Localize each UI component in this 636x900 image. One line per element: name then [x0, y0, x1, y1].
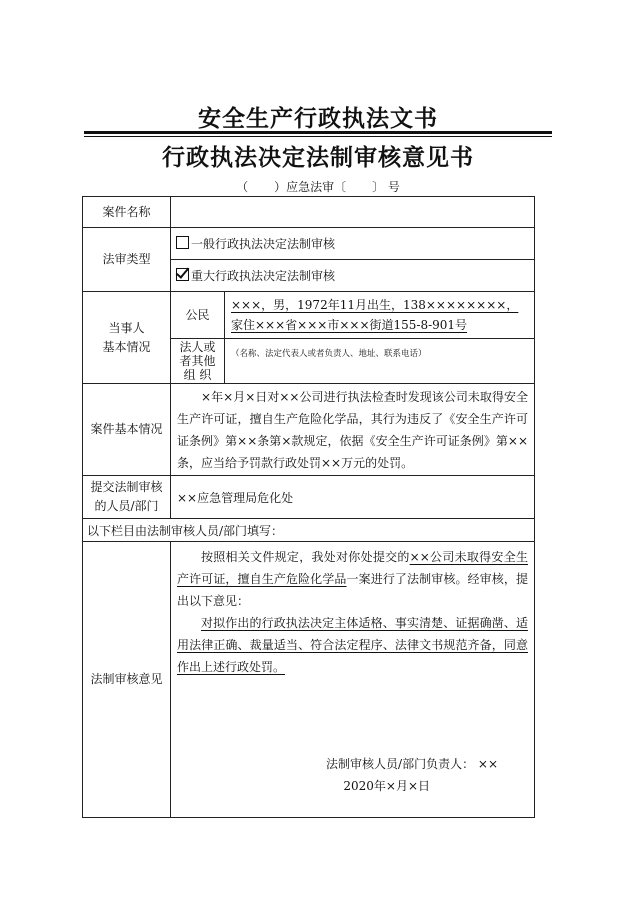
- citizen-line2: 家住×××省×××市×××街道155-8-901号: [231, 318, 468, 332]
- review-option-major[interactable]: [171, 260, 535, 292]
- title-rule-thick: [84, 131, 552, 134]
- submitter-label-line2: 的人员/部门: [94, 499, 159, 513]
- citizen-label: 公民: [171, 292, 225, 339]
- legal-label-line3: 组 织: [183, 368, 212, 382]
- opinion-paragraph-2: [177, 612, 528, 678]
- document-title: 行政执法决定法制审核意见书: [162, 144, 474, 171]
- row-case-name: [83, 197, 535, 228]
- case-name-label: 案件名称: [83, 197, 171, 228]
- review-form-table: [82, 196, 535, 818]
- opinion-value[interactable]: [171, 542, 535, 818]
- opinion-label: 法制审核意见: [83, 542, 171, 818]
- doc-no-middle: ）应急法审〔: [274, 180, 347, 194]
- case-info-value[interactable]: [171, 384, 535, 476]
- legal-label-line1: 法人或: [179, 340, 216, 354]
- legal-entity-value[interactable]: [225, 339, 535, 384]
- legal-entity-label: [171, 339, 225, 384]
- citizen-line1: ×××，男，1972年11月出生，138××××××××，: [231, 298, 519, 312]
- doc-no-open: （: [236, 180, 249, 194]
- sign-date: 2020年×月×日: [343, 779, 430, 793]
- row-opinion: [83, 542, 535, 818]
- row-submitter: [83, 476, 535, 519]
- opinion-p1-start: 按照相关文件规定，我处对你处提交的: [201, 550, 410, 564]
- title-rule-thin: [84, 136, 552, 137]
- review-option-general-label: 一般行政执法决定法制审核: [191, 237, 336, 251]
- case-info-text: ×年×月×日对××公司进行执法检查时发现该公司未取得安全生产许可证，擅自生产危险化学品，其行为违反了《安全生产许可证条例》第××条第×款规定，依据《安全生产许可证条例》第××条，应当给予罚款行政处罚××万元的处罚。: [177, 389, 528, 470]
- opinion-p2-text: 对拟作出的行政执法决定主体适格、事实清楚、证据确凿、适用法律正确、裁量适当、符合法定程序、法律文书规范齐备，同意作出上述行政处罚。: [177, 616, 528, 674]
- case-name-value[interactable]: [171, 197, 535, 228]
- opinion-p1-case: ××公司未取得安全生产许可证，擅自生产危险化学品: [177, 550, 528, 586]
- party-label: [83, 292, 171, 384]
- document-series-title: 安全生产行政执法文书: [198, 105, 438, 132]
- checkbox-general[interactable]: [176, 236, 189, 249]
- section-note: 以下栏目由法制审核人员/部门填写：: [83, 519, 535, 542]
- opinion-p1-end: 一案进行了法制审核。经审核，提出以下意见：: [177, 572, 528, 608]
- submitter-label: [83, 476, 171, 519]
- legal-label-line2: 者其他: [179, 354, 216, 368]
- review-option-general[interactable]: [171, 228, 535, 260]
- doc-no-close: 〕 号: [372, 180, 400, 194]
- signer: 法制审核人员/部门负责人： ××: [326, 757, 498, 771]
- party-label-line1: 当事人: [108, 320, 145, 335]
- opinion-paragraph-1: [177, 546, 528, 612]
- review-type-label: 法审类型: [83, 228, 171, 292]
- legal-entity-hint: （名称、法定代表人或者负责人、地址、联系电话）: [231, 349, 427, 359]
- citizen-value[interactable]: [225, 292, 535, 339]
- party-label-line2: 基本情况: [102, 339, 151, 354]
- row-review-type-general: [83, 228, 535, 260]
- case-info-label: 案件基本情况: [83, 384, 171, 476]
- submitter-label-line1: 提交法制审核: [90, 480, 163, 494]
- submitter-value[interactable]: ××应急管理局危化处: [171, 476, 535, 519]
- checkbox-major[interactable]: [176, 268, 189, 281]
- row-party-citizen: [83, 292, 535, 339]
- review-option-major-label: 重大行政执法决定法制审核: [191, 269, 336, 283]
- row-case-info: [83, 384, 535, 476]
- row-section-note: [83, 519, 535, 542]
- document-number: [0, 178, 636, 195]
